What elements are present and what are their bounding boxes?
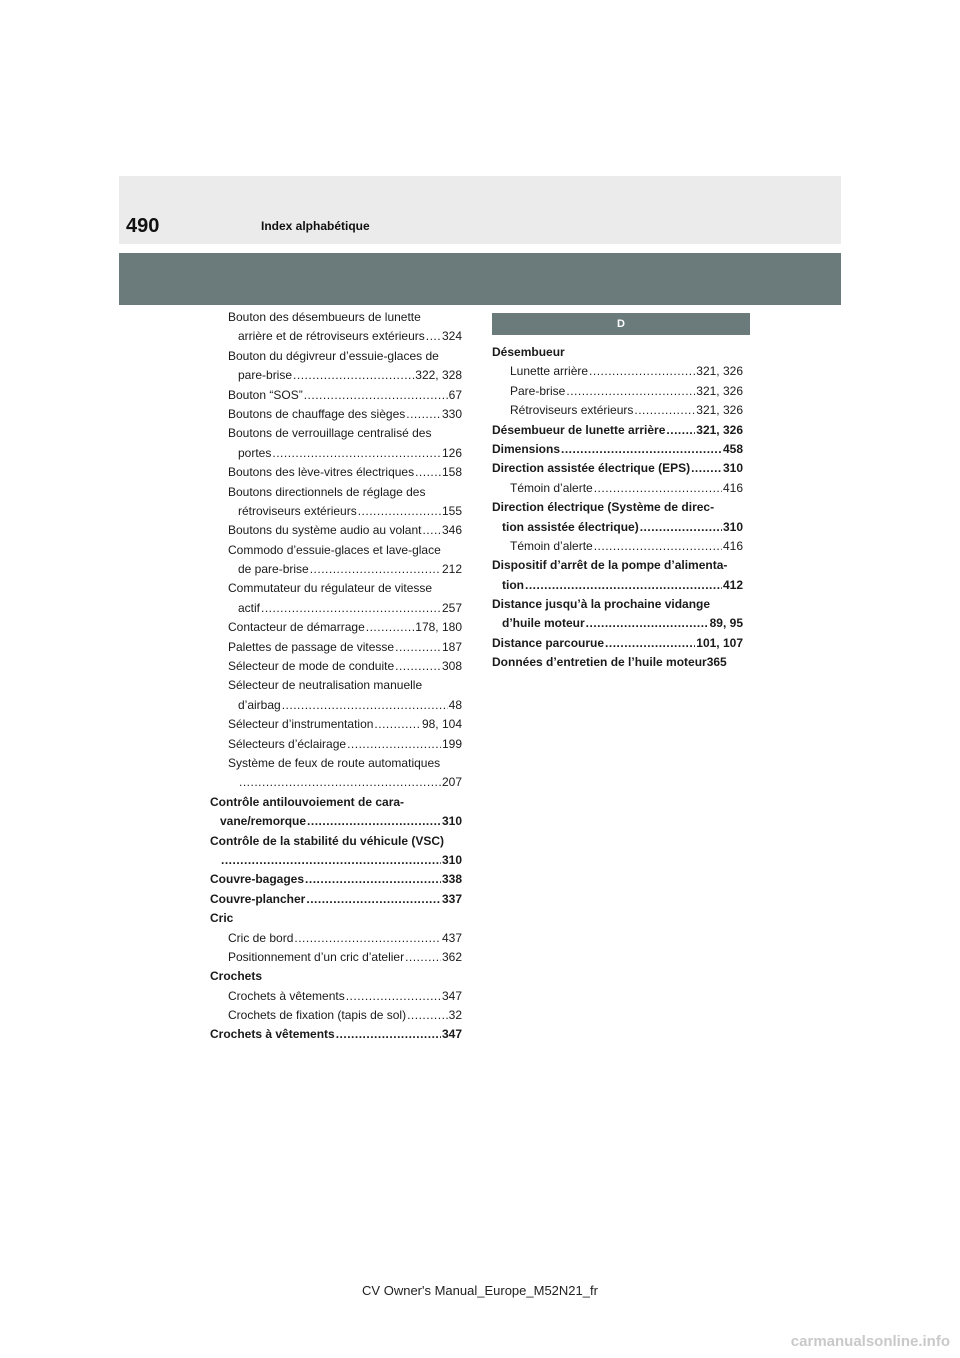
index-entry — [210, 967, 462, 986]
footer-manual-id: CV Owner's Manual_Europe_M52N21_fr — [362, 1283, 598, 1298]
index-entry — [210, 696, 462, 715]
index-entry — [210, 657, 462, 676]
index-entry — [210, 541, 462, 560]
index-entry-page: 321, 326 — [696, 364, 743, 379]
dot-leader — [586, 614, 709, 633]
index-entry-page: 101, 107 — [696, 635, 743, 650]
index-entry-label: Bouton des désembueurs de lunette — [228, 310, 421, 324]
index-entry-page: 437 — [441, 930, 462, 945]
index-entry-page: 126 — [441, 445, 462, 460]
index-entry-label: Sélecteur de mode de conduite — [228, 659, 395, 674]
dot-leader — [561, 440, 722, 459]
index-entry-page: 412 — [722, 577, 743, 592]
index-entry — [210, 1025, 462, 1044]
index-entry-page: 158 — [441, 465, 462, 480]
index-entry — [210, 386, 462, 405]
dot-leader — [282, 696, 448, 715]
index-entry-label: arrière et de rétroviseurs extérieurs — [238, 329, 425, 344]
index-entry — [210, 890, 462, 909]
index-entry-label: Boutons directionnels de réglage des — [228, 484, 426, 499]
index-entry — [492, 556, 743, 575]
index-entry-label: Désembueur — [492, 345, 565, 359]
index-entry-page: 362 — [441, 949, 462, 964]
dot-leader — [566, 382, 695, 401]
index-entry — [210, 870, 462, 889]
index-entry-label: Rétroviseurs extérieurs — [510, 403, 634, 418]
dot-leader — [415, 463, 441, 482]
section-title: Index alphabétique — [261, 219, 370, 233]
index-entry — [210, 521, 462, 540]
index-entry-page: 416 — [722, 538, 743, 553]
index-entry — [210, 463, 462, 482]
index-entry-page: 338 — [441, 872, 462, 887]
index-entry-page: 32 — [448, 1008, 462, 1023]
index-entry-label: de pare-brise — [238, 562, 309, 577]
header-divider-band — [119, 253, 841, 305]
dot-leader — [374, 715, 421, 734]
index-entry — [210, 308, 462, 327]
index-entry — [210, 560, 462, 579]
index-entry-page: 310 — [441, 814, 462, 829]
index-entry — [210, 599, 462, 618]
index-entry-page: 321, 326 — [696, 422, 743, 437]
index-entry-label: rétroviseurs extérieurs — [238, 503, 357, 518]
index-entry-page: 322, 328 — [415, 368, 462, 383]
dot-leader — [307, 812, 441, 831]
index-entry — [492, 440, 743, 459]
dot-leader — [304, 386, 448, 405]
dot-leader — [239, 773, 441, 792]
index-entry-label: portes — [238, 445, 272, 460]
index-entry-label: Bouton “SOS” — [228, 387, 303, 402]
index-entry — [210, 832, 462, 851]
dot-leader — [366, 618, 415, 637]
index-entry — [210, 483, 462, 502]
index-entry-page: 310 — [441, 852, 462, 867]
index-entry-label: Palettes de passage de vitesse — [228, 639, 395, 654]
index-entry — [210, 929, 462, 948]
index-entry — [210, 579, 462, 598]
dot-leader — [589, 362, 695, 381]
index-entry-page: 346 — [441, 523, 462, 538]
index-entry-label: Données d’entretien de l’huile moteur — [492, 655, 707, 670]
section-letter-band: D — [492, 313, 750, 335]
index-entry — [210, 812, 462, 831]
index-entry — [210, 948, 462, 967]
index-entry — [492, 459, 743, 478]
index-column-right — [492, 343, 743, 673]
index-entry — [210, 618, 462, 637]
index-entry — [210, 793, 462, 812]
index-entry — [492, 362, 743, 381]
index-entry-label: Crochets de fixation (tapis de sol) — [228, 1008, 407, 1023]
index-entry-label: Système de feux de route automatiques — [228, 755, 441, 770]
index-entry — [210, 327, 462, 346]
dot-leader — [594, 479, 722, 498]
index-entry-label: actif — [238, 600, 261, 615]
index-entry — [210, 773, 462, 792]
dot-leader — [347, 735, 441, 754]
index-entry — [210, 405, 462, 424]
index-entry-label: Distance jusqu’à la prochaine vidange — [492, 597, 711, 612]
index-entry — [492, 595, 743, 614]
index-entry-label: Commodo d’essuie-glaces et lave-glace — [228, 542, 441, 557]
dot-leader — [426, 327, 441, 346]
index-entry — [492, 382, 743, 401]
index-entry-label: Témoin d’alerte — [510, 538, 593, 553]
index-entry — [492, 653, 743, 672]
index-entry — [210, 424, 462, 443]
index-entry-page: 89, 95 — [709, 616, 743, 631]
dot-leader — [525, 576, 722, 595]
index-entry — [210, 735, 462, 754]
index-entry-label: Boutons du système audio au volant — [228, 523, 422, 538]
index-entry-label: Couvre-bagages — [210, 872, 305, 887]
index-entry — [210, 366, 462, 385]
dot-leader — [395, 657, 441, 676]
index-entry — [210, 754, 462, 773]
index-entry-page: 308 — [441, 659, 462, 674]
index-entry-label: Cric — [210, 911, 234, 926]
index-entry-label: d’airbag — [238, 697, 281, 712]
index-entry-label: Dimensions — [492, 441, 561, 456]
dot-leader — [406, 405, 441, 424]
index-entry-page: 257 — [441, 600, 462, 615]
index-entry-label: Bouton du dégivreur d’essuie-glaces de — [228, 348, 439, 363]
dot-leader — [405, 948, 441, 967]
index-entry-page: 310 — [722, 461, 743, 476]
dot-leader — [221, 851, 441, 870]
index-entry-label: Direction assistée électrique (EPS) — [492, 461, 691, 476]
index-entry-label: Dispositif d’arrêt de la pompe d’alimenta- — [492, 558, 728, 573]
dot-leader — [261, 599, 441, 618]
index-entry — [492, 479, 743, 498]
index-entry — [492, 576, 743, 595]
index-entry — [492, 343, 743, 362]
index-entry — [210, 444, 462, 463]
dot-leader — [346, 987, 441, 1006]
index-entry — [492, 634, 743, 653]
index-entry-label: Contrôle de la stabilité du véhicule (VSC) — [210, 833, 445, 848]
dot-leader — [605, 634, 695, 653]
index-entry-label: Crochets à vêtements — [210, 1027, 335, 1042]
index-entry — [492, 421, 743, 440]
dot-leader — [691, 459, 722, 478]
dot-leader — [272, 444, 441, 463]
index-entry — [210, 502, 462, 521]
index-entry-label: tion — [502, 577, 524, 592]
index-entry-page: 337 — [441, 891, 462, 906]
index-entry-page: 207 — [441, 775, 462, 790]
dot-leader — [306, 890, 441, 909]
dot-leader — [634, 401, 695, 420]
dot-leader — [294, 929, 441, 948]
watermark: carmanualsonline.info — [790, 1333, 950, 1350]
index-entry-label: Sélecteur de neutralisation manuelle — [228, 678, 423, 693]
dot-leader — [594, 537, 722, 556]
index-entry-label: Couvre-plancher — [210, 891, 306, 906]
index-entry-label: Contacteur de démarrage — [228, 620, 365, 635]
index-entry — [210, 909, 462, 928]
index-entry-page: 330 — [441, 406, 462, 421]
index-entry-label: Désembueur de lunette arrière — [492, 422, 666, 437]
dot-leader — [666, 421, 695, 440]
dot-leader — [310, 560, 441, 579]
page-number: 490 — [126, 215, 160, 237]
index-entry-page: 347 — [441, 1027, 462, 1042]
index-entry-page: 321, 326 — [696, 383, 743, 398]
index-column-left — [210, 308, 462, 1045]
index-entry-label: Positionnement d’un cric d’atelier — [228, 949, 405, 964]
index-entry-page: 321, 326 — [696, 403, 743, 418]
index-entry-page: 365 — [706, 655, 727, 670]
index-entry-label: Crochets — [210, 969, 263, 984]
index-entry-label: Boutons de verrouillage centralisé des — [228, 426, 432, 441]
index-entry-label: Témoin d’alerte — [510, 480, 593, 495]
index-entry-label: tion assistée électrique) — [502, 519, 639, 534]
index-entry-label: Boutons de chauffage des sièges — [228, 406, 406, 421]
index-entry — [210, 715, 462, 734]
index-entry-label: d’huile moteur — [502, 616, 585, 631]
index-entry — [210, 347, 462, 366]
index-entry-label: Crochets à vêtements — [228, 988, 345, 1003]
index-entry — [210, 987, 462, 1006]
index-entry — [492, 518, 743, 537]
index-entry-page: 155 — [441, 503, 462, 518]
dot-leader — [422, 521, 441, 540]
dot-leader — [407, 1006, 448, 1025]
index-entry-page: 178, 180 — [415, 620, 462, 635]
index-entry-page: 199 — [441, 736, 462, 751]
index-entry — [210, 1006, 462, 1025]
index-entry-page: 416 — [722, 480, 743, 495]
index-entry — [492, 498, 743, 517]
index-entry-label: Cric de bord — [228, 930, 294, 945]
index-entry — [492, 614, 743, 633]
index-entry — [492, 537, 743, 556]
dot-leader — [293, 366, 414, 385]
index-entry-label: Sélecteurs d’éclairage — [228, 736, 347, 751]
index-entry-label: Pare-brise — [510, 383, 566, 398]
index-entry-page: 347 — [441, 988, 462, 1003]
header-band — [119, 176, 841, 244]
index-entry-page: 212 — [441, 562, 462, 577]
index-entry-page: 187 — [441, 639, 462, 654]
index-entry-label: Direction électrique (Système de direc- — [492, 500, 715, 515]
index-entry-page: 324 — [441, 329, 462, 344]
index-entry-label: vane/remorque — [220, 814, 307, 829]
dot-leader — [358, 502, 441, 521]
index-entry-page: 310 — [722, 519, 743, 534]
index-entry — [210, 676, 462, 695]
dot-leader — [336, 1025, 441, 1044]
dot-leader — [305, 870, 441, 889]
index-entry-label: pare-brise — [238, 368, 293, 383]
index-entry — [492, 401, 743, 420]
dot-leader — [395, 638, 441, 657]
index-entry-label: Lunette arrière — [510, 364, 589, 379]
index-entry — [210, 638, 462, 657]
index-entry-label: Boutons des lève-vitres électriques — [228, 465, 415, 480]
dot-leader — [640, 518, 722, 537]
index-entry-label: Distance parcourue — [492, 635, 605, 650]
index-entry-label: Sélecteur d’instrumentation — [228, 717, 374, 732]
index-entry-label: Commutateur du régulateur de vitesse — [228, 581, 433, 596]
index-entry-label: Contrôle antilouvoiement de cara- — [210, 794, 405, 809]
index-entry-page: 67 — [448, 387, 462, 402]
index-entry-page: 98, 104 — [421, 717, 462, 732]
index-entry-page: 458 — [722, 441, 743, 456]
index-entry-page: 48 — [448, 697, 462, 712]
index-entry — [210, 851, 462, 870]
